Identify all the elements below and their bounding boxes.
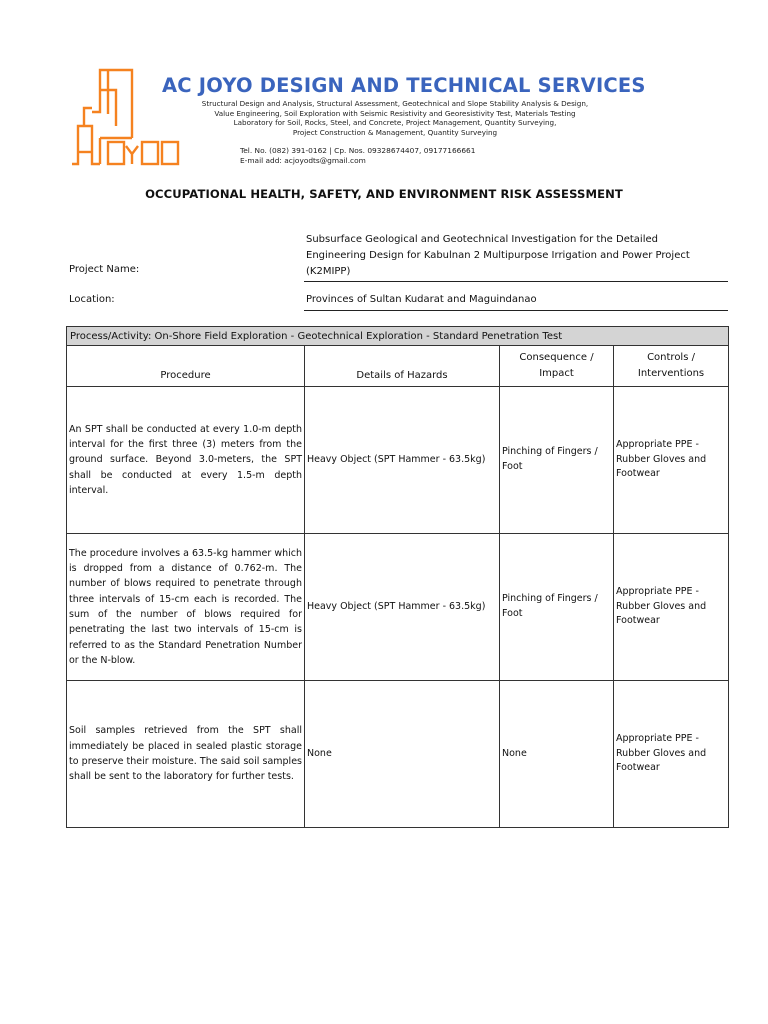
services-line: Laboratory for Soil, Rocks, Steel, and Concrete, Project Management, Quantity Surveying,	[233, 118, 557, 128]
controls-cell	[614, 387, 729, 534]
column-header-line: Consequence /	[519, 352, 594, 363]
company-name: AC JOYO DESIGN AND TECHNICAL SERVICES	[162, 74, 646, 97]
consequence-line: Foot	[502, 608, 523, 619]
controls-line: Appropriate PPE -	[616, 733, 699, 745]
controls-line: Rubber Gloves and	[616, 600, 707, 612]
controls-line: Appropriate PPE -	[616, 439, 699, 451]
location-label: Location:	[69, 294, 115, 305]
column-header-controls	[614, 346, 729, 387]
consequence-cell	[500, 534, 614, 681]
controls-cell	[614, 534, 729, 681]
table-row	[67, 681, 729, 828]
controls-line: Rubber Gloves and	[616, 453, 707, 465]
services-line: Project Construction & Management, Quantity Surveying	[292, 127, 498, 137]
project-name-underline	[304, 281, 728, 282]
controls-line: Rubber Gloves and	[616, 747, 707, 759]
controls-line: Footwear	[616, 468, 660, 480]
project-name-line: (K2MIPP)	[306, 266, 351, 277]
services-line: Structural Design and Analysis, Structural Assessment, Geotechnical and Slope Stability Analysis & Design,	[201, 99, 589, 108]
hazard-cell: None	[305, 681, 500, 828]
procedure-cell: The procedure involves a 63.5-kg hammer which is dropped from a distance of 0.762-m. The number of blows required to penetrate through three intervals of 15-cm each is recorded. The sum of the number of blows required for penetrating the last two intervals of 15-cm is referred to as the Standard Penetration Number or the N-blow.	[67, 534, 305, 681]
consequence-line: Foot	[502, 461, 523, 472]
email-line: E-mail add: acjoyodts@gmail.com	[240, 156, 366, 165]
services-list	[180, 99, 610, 137]
procedure-cell: An SPT shall be conducted at every 1.0-m depth interval for the first three (3) meters from the ground surface. Beyond 3.0-meters, the SPT shall be conducted at every 1.5-m depth interval.	[67, 387, 305, 534]
column-header-consequence	[500, 346, 614, 387]
procedure-cell: Soil samples retrieved from the SPT shall immediately be placed in sealed plastic storage to preserve their moisture. The said soil samples shall be sent to the laboratory for further tests.	[67, 681, 305, 828]
project-name-label: Project Name:	[69, 264, 140, 275]
consequence-line: None	[502, 747, 527, 759]
column-header-line: Impact	[539, 368, 574, 379]
table-row	[67, 387, 729, 534]
consequence-cell	[500, 681, 614, 828]
hazard-cell: Heavy Object (SPT Hammer - 63.5kg)	[305, 534, 500, 681]
column-header-procedure: Procedure	[67, 346, 305, 387]
consequence-line: Pinching of Fingers /	[502, 593, 598, 605]
risk-assessment-table	[66, 326, 729, 828]
services-line: Value Engineering, Soil Exploration with Seismic Resistivity and Georesistivity Test, Materials Testing	[214, 108, 576, 118]
column-header-line: Interventions	[637, 368, 705, 379]
document-title: OCCUPATIONAL HEALTH, SAFETY, AND ENVIRONMENT RISK ASSESSMENT	[145, 187, 623, 201]
process-activity-header: Process/Activity: On-Shore Field Exploration - Geotechnical Exploration - Standard Penetration Test	[67, 327, 729, 346]
location-underline	[304, 310, 728, 311]
controls-cell	[614, 681, 729, 828]
telephone-line: Tel. No. (082) 391-0162 | Cp. Nos. 09328674407, 09177166661	[240, 146, 476, 155]
controls-line: Footwear	[616, 615, 660, 627]
project-name-line: Engineering Design for Kabulnan 2 Multipurpose Irrigation and Power Project	[306, 250, 690, 261]
hazard-cell: Heavy Object (SPT Hammer - 63.5kg)	[305, 387, 500, 534]
location-value: Provinces of Sultan Kudarat and Maguindanao	[306, 294, 537, 305]
consequence-line: Pinching of Fingers /	[502, 446, 598, 458]
project-name-line: Subsurface Geological and Geotechnical Investigation for the Detailed	[306, 234, 658, 245]
consequence-cell	[500, 387, 614, 534]
controls-line: Appropriate PPE -	[616, 586, 699, 598]
column-header-hazards: Details of Hazards	[305, 346, 500, 387]
contact-info	[240, 146, 475, 166]
column-header-line: Controls /	[647, 352, 695, 363]
controls-line: Footwear	[616, 762, 660, 774]
table-row	[67, 534, 729, 681]
project-name-value	[306, 232, 726, 280]
